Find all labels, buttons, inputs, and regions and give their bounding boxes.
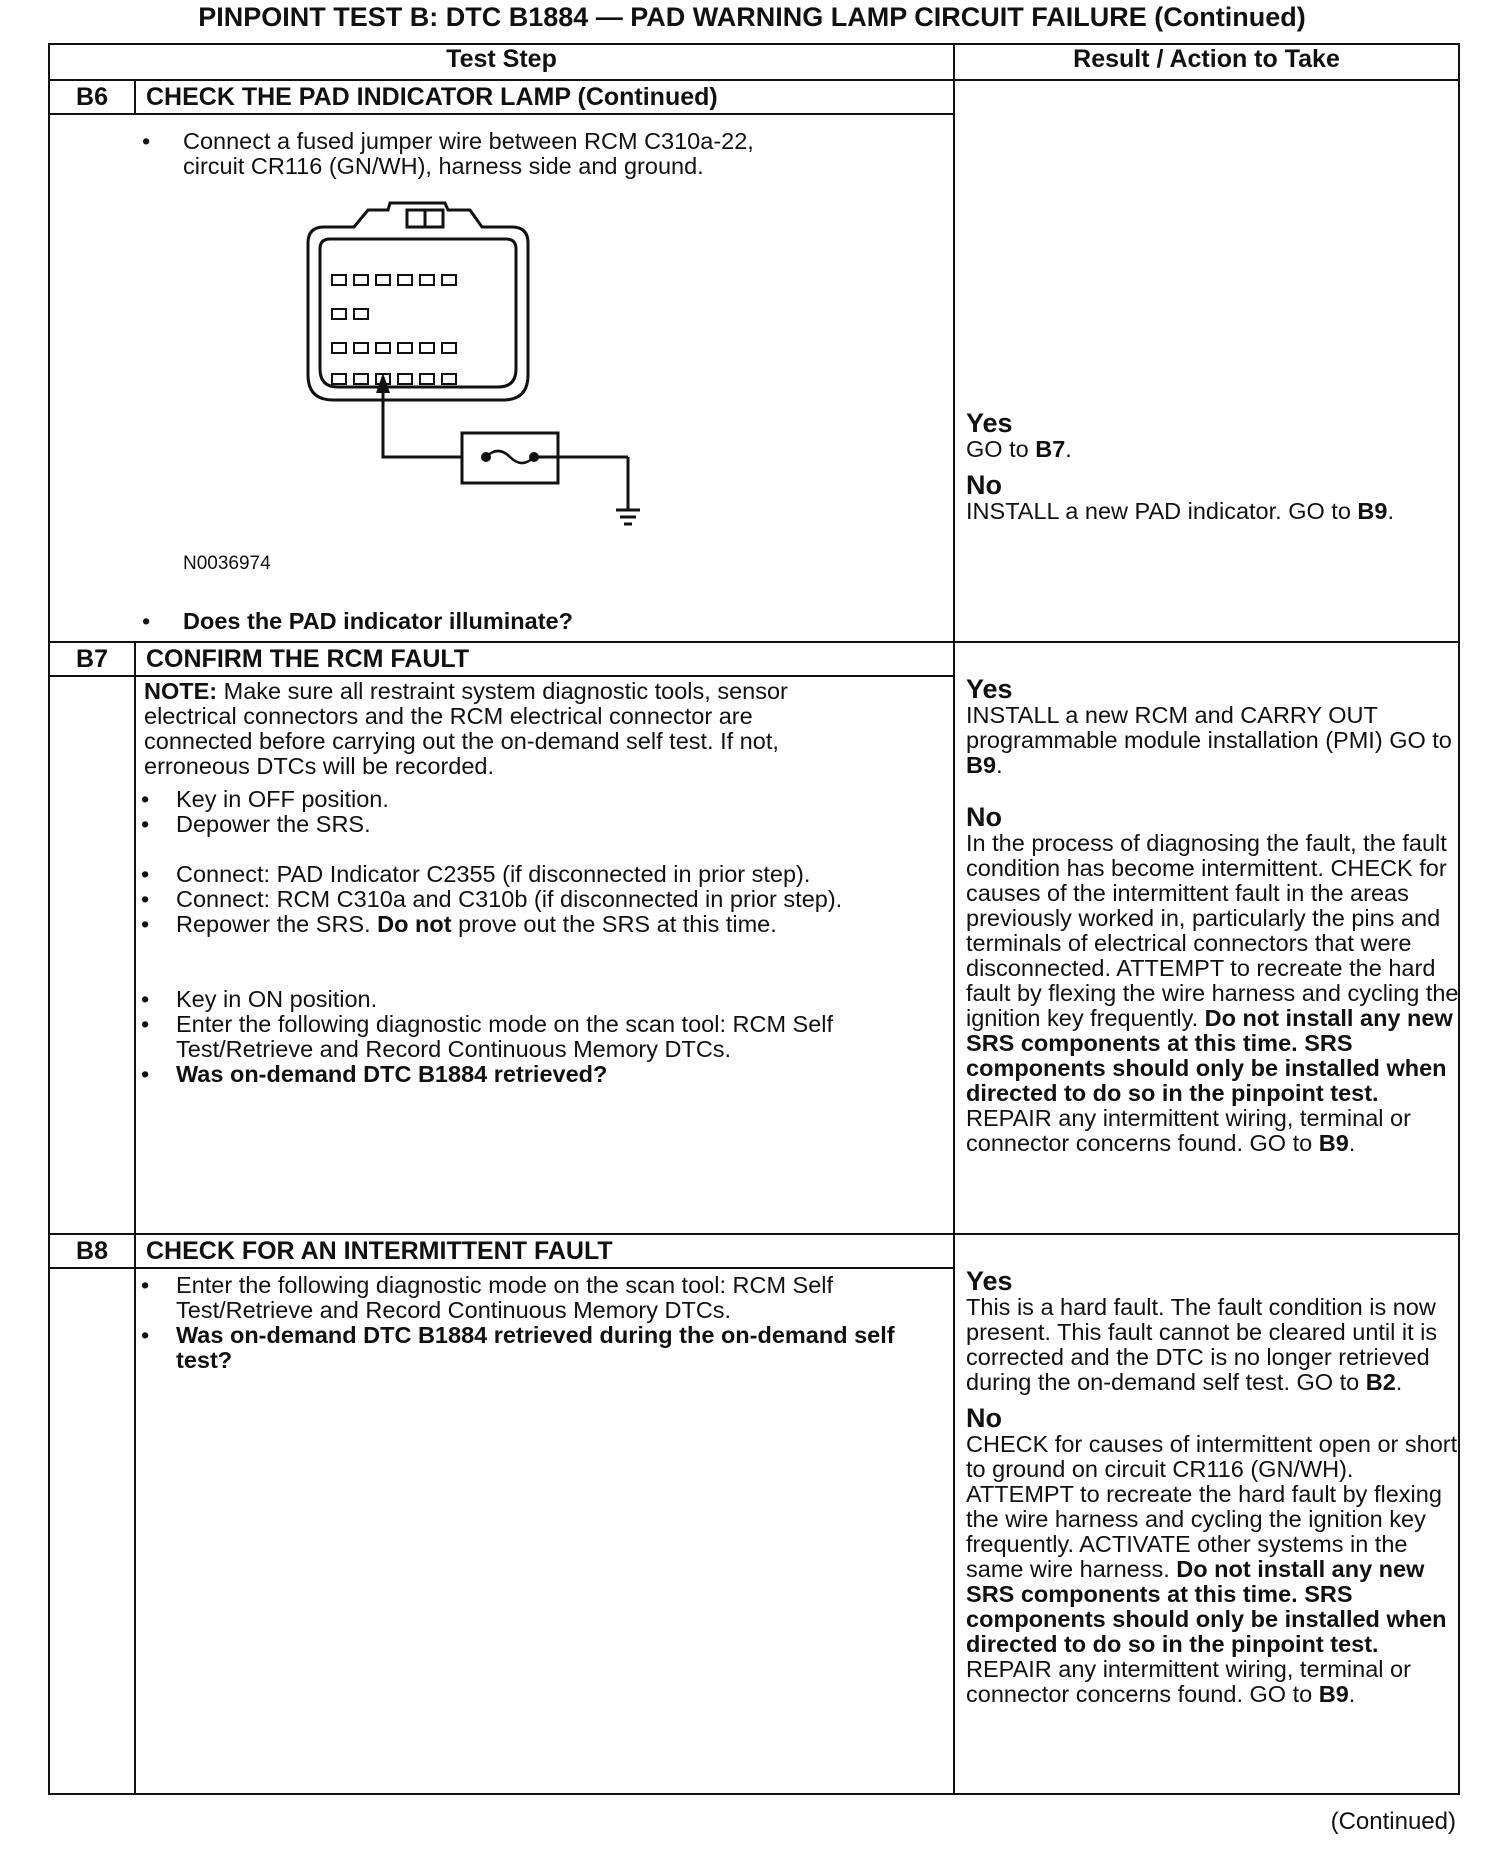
yes-target: B2 [1365, 1369, 1396, 1395]
yes-action: This is a hard fault. The fault condition is now present. This fault cannot be cleared until it is corrected and the DTC is no longer retrieved during the on-demand self test. GO to [966, 1294, 1438, 1395]
yes-target: B9 [966, 752, 997, 778]
yes-action: INSTALL a new RCM and CARRY OUT programmable module installation (PMI) GO to [966, 702, 1452, 753]
step-b6-result: Yes GO to B7. No INSTALL a new PAD indicator. GO to B9. [954, 80, 1459, 642]
step-bullet: Key in ON position. [176, 986, 378, 1012]
rcm-connector [308, 203, 528, 400]
header-test-step: Test Step [49, 44, 954, 80]
step-title: CONFIRM THE RCM FAULT [135, 642, 954, 676]
page-title: PINPOINT TEST B: DTC B1884 — PAD WARNING LAMP CIRCUIT FAILURE (Continued) [198, 2, 1306, 32]
figure-id: N0036974 [183, 553, 271, 574]
step-b8-result: Yes This is a hard fault. The fault condition is now present. This fault cannot be cleared until it is corrected and the DTC is no longer retrieved during the on-demand self test. GO to B2. No CHECK for causes of intermittent open or short to ground on circuit CR116 (GN/WH). ATTEMPT to recreate the hard fault by flexing the wire harness and cycling the ignition key frequently. ACTIVATE other systems in the same wire harness. Do not install any new SRS components at this time. SRS components should only be installed when directed to do so in the pinpoint test. REPAIR any intermittent wiring, terminal or connector concerns found. GO to B9. [954, 1234, 1459, 1794]
step-b8-body: • Enter the following diagnostic mode on the scan tool: RCM Self Test/Retrieve and Record Continuous Memory DTCs. • Was on-demand DTC B1884 retrieved during the on-demand self test? [135, 1268, 954, 1794]
no-caution: Do not install any new SRS components at this time. SRS components should only be installed when directed to do so in the pinpoint test. [966, 1556, 1447, 1657]
yes-label: Yes [966, 1266, 1013, 1296]
no-action-2: REPAIR any intermittent wiring, terminal or connector concerns found. GO to [966, 1105, 1411, 1156]
no-label: No [966, 470, 1003, 500]
step-id: B7 [49, 642, 135, 676]
step-b8-title-row [49, 1234, 1459, 1268]
table-header [49, 44, 1459, 80]
step-title: CHECK FOR AN INTERMITTENT FAULT [135, 1234, 954, 1268]
no-target: B9 [1357, 498, 1388, 524]
note-text: Make sure all restraint system diagnostic tools, sensor electrical connectors and the RCM electrical connector are connected before carrying out the on-demand self test. If not, erroneous DTCs will be recorded. [144, 678, 788, 779]
step-bullet: Depower the SRS. [176, 811, 371, 837]
yes-label: Yes [966, 674, 1013, 704]
step-bullet: Repower the SRS. Do not prove out the SRS at this time. [176, 911, 777, 937]
step-bullet: Connect: RCM C310a and C310b (if disconnected in prior step). [176, 886, 843, 912]
no-target: B9 [1318, 1130, 1349, 1156]
fused-jumper-wire [383, 385, 628, 510]
step-bullet: Enter the following diagnostic mode on the scan tool: RCM Self Test/Retrieve and Record Continuous Memory DTCs. [176, 1272, 834, 1323]
no-action: CHECK for causes of intermittent open or short to ground on circuit CR116 (GN/WH). ATTEMPT to recreate the hard fault by flexing the wire harness and cycling the ignition key frequently. ACTIVATE other systems in the same wire harness. [966, 1431, 1458, 1582]
step-b7-body: NOTE: Make sure all restraint system diagnostic tools, sensor electrical connectors and the RCM electrical connector are connected before carrying out the on-demand self test. If not, erroneous DTCs will be recorded. • Key in OFF position. • Depower the SRS. • Connect: PAD Indicator C2355 (if disconnected in prior step). • Connect: RCM C310a and C310b (if disconnected in prior step). • Repower the SRS. Do not prove out the SRS at this time. • Key in ON position. • Enter the following diagnostic mode on the scan tool: RCM Self Test/Retrieve and Record Continuous Memory DTCs. • Was on-demand DTC B1884 retrieved? [135, 676, 954, 1234]
no-label: No [966, 1403, 1003, 1433]
note-label: NOTE: [144, 678, 218, 704]
no-action-2: REPAIR any intermittent wiring, terminal or connector concerns found. GO to [966, 1656, 1411, 1707]
step-bullet: Connect: PAD Indicator C2355 (if disconnected in prior step). [176, 861, 811, 887]
header-result: Result / Action to Take [954, 44, 1459, 80]
fuse-symbol [481, 451, 539, 463]
step-bullet: Enter the following diagnostic mode on the scan tool: RCM Self Test/Retrieve and Record Continuous Memory DTCs. [176, 1011, 834, 1062]
ground-symbol [616, 510, 640, 524]
no-action: INSTALL a new PAD indicator. GO to [966, 498, 1351, 524]
step-note [144, 679, 854, 779]
step-id: B6 [49, 80, 135, 114]
step-id: B8 [49, 1234, 135, 1268]
yes-label: Yes [966, 408, 1013, 438]
step-b7-title-row [49, 642, 1459, 676]
step-b6-body: • Connect a fused jumper wire between RCM C310a-22, circuit CR116 (GN/WH), harness side and ground. N0036974 • Does the PAD indicator illuminate? [49, 114, 954, 642]
step-question: Was on-demand DTC B1884 retrieved? [176, 1061, 608, 1087]
connector-pins [332, 275, 456, 384]
no-label: No [966, 802, 1003, 832]
no-action: In the process of diagnosing the fault, the fault condition has become intermittent. CHECK for causes of the intermittent fault in the areas previously worked in, particularly the pins and terminals of electrical connectors that were disconnected. ATTEMPT to recreate the hard fault by flexing the wire harness and cycling the ignition key frequently. [966, 830, 1459, 1031]
yes-target: B7 [1035, 436, 1066, 462]
step-bullet: Connect a fused jumper wire between RCM C310a-22, circuit CR116 (GN/WH), harness side and ground. [183, 128, 754, 179]
step-b7-result: Yes INSTALL a new RCM and CARRY OUT programmable module installation (PMI) GO to B9. No In the process of diagnosing the fault, the fault condition has become intermittent. CHECK for causes of the intermittent fault in the areas previously worked in, particularly the pins and terminals of electrical connectors that were disconnected. ATTEMPT to recreate the hard fault by flexing the wire harness and cycling the ignition key frequently. Do not install any new SRS components at this time. SRS components should only be installed when directed to do so in the pinpoint test. REPAIR any intermittent wiring, terminal or connector concerns found. GO to B9. [954, 642, 1459, 1234]
step-question: Does the PAD indicator illuminate? [183, 608, 573, 634]
continued-note: (Continued) [1330, 1808, 1456, 1835]
step-bullet: Key in OFF position. [176, 786, 389, 812]
step-title: CHECK THE PAD INDICATOR LAMP (Continued) [135, 80, 954, 114]
step-b6-title-row [49, 80, 1459, 114]
no-target: B9 [1318, 1681, 1349, 1707]
step-question: Was on-demand DTC B1884 retrieved during the on-demand self test? [176, 1322, 895, 1373]
no-caution: Do not install any new SRS components at this time. SRS components should only be installed when directed to do so in the pinpoint test. [966, 1005, 1453, 1106]
yes-action: GO to [966, 436, 1029, 462]
pinpoint-test-table [48, 43, 1460, 1795]
